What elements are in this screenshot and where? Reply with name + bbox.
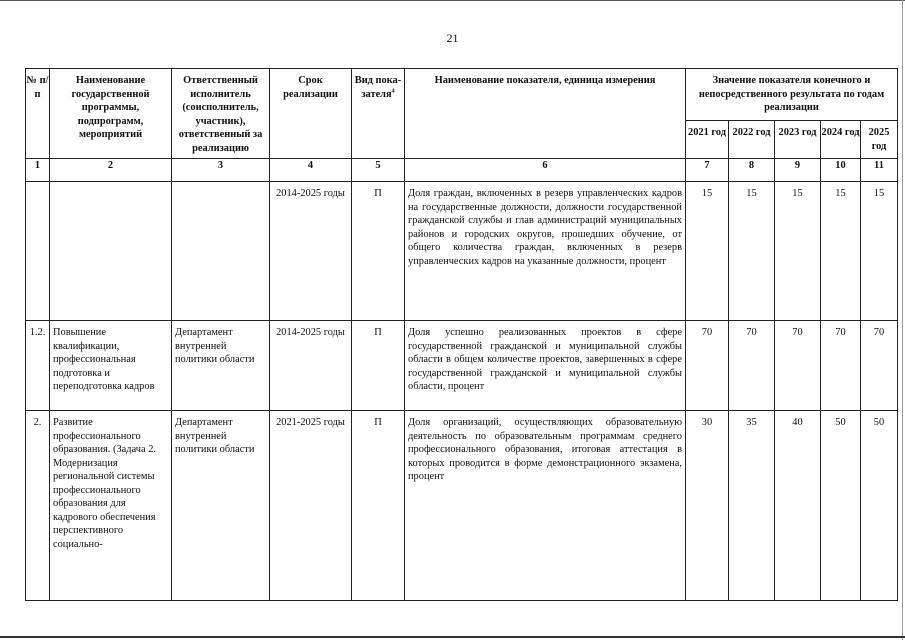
indicator-name: Доля граждан, включенных в резерв управленческих кадров на государственные должности, должности государственной гражданской службы и глав администраций муниципальных районов и городских округов, прошедших обучение, от общего количества граждан, включенных в резерв управленческих кадров на указанные должности, процент [405,182,686,321]
indicator-name: Доля организаций, осуществляющих образовательную деятельность по образовательным программам среднего профессионального образования, итоговая аттестация в которых проводится в форме демонстрационного экзамена, процент [405,411,686,601]
row-number [26,182,50,321]
column-number: 9 [775,159,821,182]
column-number: 4 [270,159,352,182]
indicator-type: П [352,411,405,601]
table-row [26,182,898,321]
row-number: 1.2. [26,321,50,411]
indicator-type: П [352,321,405,411]
value-2024: 50 [821,411,861,601]
header-values: Значение показателя конечного и непосредственного результата по годам реализации [686,69,898,121]
header-year: 2025 год [861,121,898,159]
measure-name [50,182,172,321]
value-2024: 15 [821,182,861,321]
header-executor: Ответственный исполнитель (соисполнитель, участник), ответственный за реализацию [172,69,270,159]
value-2022: 35 [729,411,775,601]
value-2023: 40 [775,411,821,601]
header-indicator-name: Наименование показателя, единица измерения [405,69,686,159]
header-program: Наименование государственной программы, подпрограмм, мероприятий [50,69,172,159]
column-number-row [26,159,898,182]
value-2023: 15 [775,182,821,321]
column-number: 7 [686,159,729,182]
column-number: 3 [172,159,270,182]
header-year: 2022 год [729,121,775,159]
value-2022: 70 [729,321,775,411]
table-row [26,321,898,411]
page-number: 21 [446,31,459,45]
implementation-term: 2014-2025 годы [270,321,352,411]
value-2025: 70 [861,321,898,411]
column-number: 5 [352,159,405,182]
header-number: № п/п [26,69,50,159]
measure-name: Повышение квалификации, профессиональная подготовка и переподготовка кадров [50,321,172,411]
header-term: Срок реализации [270,69,352,159]
indicator-type: П [352,182,405,321]
value-2021: 30 [686,411,729,601]
footnote-marker: 4 [391,88,395,95]
implementation-term: 2014-2025 годы [270,182,352,321]
measure-name: Развитие профессионального образования. (Задача 2. Модернизация региональной системы профессионального образования для кадрового обеспечения перспективного социально- [50,411,172,601]
page-bottom-border [0,636,905,638]
column-number: 1 [26,159,50,182]
value-2024: 70 [821,321,861,411]
column-number: 6 [405,159,686,182]
value-2021: 15 [686,182,729,321]
page-right-border [902,0,903,640]
column-number: 10 [821,159,861,182]
header-year: 2021 год [686,121,729,159]
column-number: 2 [50,159,172,182]
header-year: 2024 год [821,121,861,159]
page-top-border [0,0,905,1]
column-number: 8 [729,159,775,182]
header-indicator-type-label: Вид пока-зателя [354,75,402,100]
table-row [26,411,898,601]
value-2022: 15 [729,182,775,321]
responsible-executor [172,182,270,321]
value-2025: 15 [861,182,898,321]
responsible-executor: Департамент внутренней политики области [172,321,270,411]
value-2021: 70 [686,321,729,411]
column-number: 11 [861,159,898,182]
header-year: 2023 год [775,121,821,159]
indicator-name: Доля успешно реализованных проектов в сфере государственной гражданской и муниципальной службы области в общем количестве проектов, завершенных в сфере государственной гражданской и муниципальной службы области, процент [405,321,686,411]
value-2023: 70 [775,321,821,411]
row-number: 2. [26,411,50,601]
header-indicator-type [352,69,405,159]
value-2025: 50 [861,411,898,601]
implementation-term: 2021-2025 годы [270,411,352,601]
program-indicators-table [25,68,898,601]
responsible-executor: Департамент внутренней политики области [172,411,270,601]
